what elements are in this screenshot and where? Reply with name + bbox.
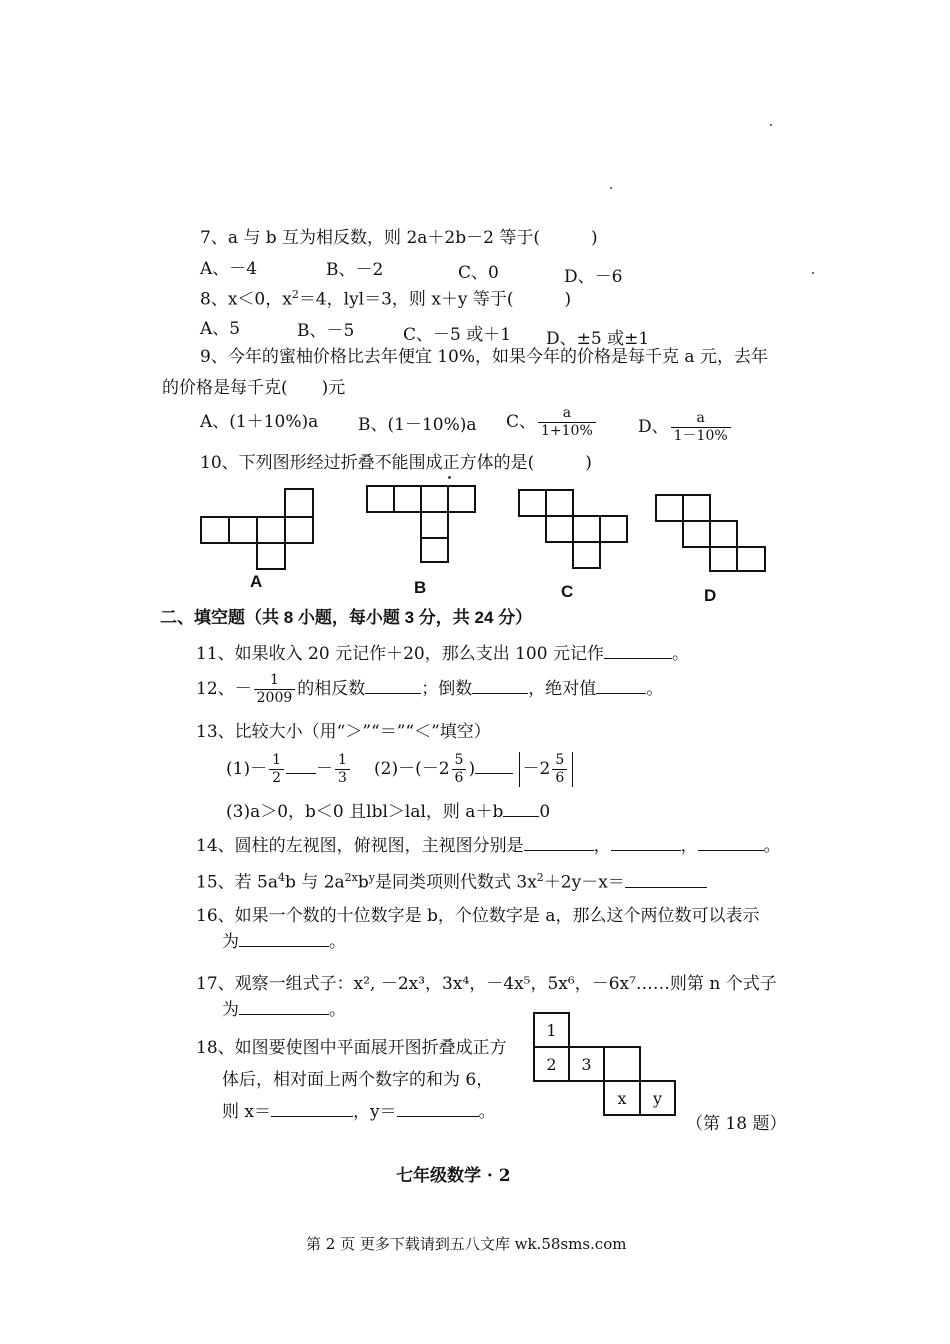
q8-option-c: C、－5 或＋1 [403, 325, 512, 345]
q7-option-d: D、－6 [564, 267, 623, 287]
q16-line2: 为 。 [222, 932, 346, 952]
q7-stem: 7、a 与 b 互为相反数，则 2a＋2b－2 等于( ) [200, 228, 598, 248]
section-2-title: 二、填空题（共 8 小题，每小题 3 分，共 24 分） [160, 608, 533, 627]
q7-option-a: A、－4 [200, 259, 258, 279]
net-cell: 3 [568, 1046, 605, 1082]
q10-stem: 10、下列图形经过折叠不能围成正方体的是( ) [200, 453, 592, 473]
net-cell: x [603, 1080, 641, 1116]
q8-option-d: D、±5 或±1 [546, 329, 650, 349]
q8-stem: 8、x＜0，$x^2=4$，lyl＝3，则 x＋y 等于( ) [200, 288, 572, 310]
scan-speck [812, 272, 814, 274]
q9-option-d: D、 $\frac{a}{1-10\%}$ [638, 410, 733, 445]
q8-option-a: A、5 [200, 319, 241, 339]
q17-line1: 17、观察一组式子：x², －2x³，3x⁴，－4x⁵，5x⁶，－6x⁷……则第 n 个式子 [196, 974, 777, 994]
emphasis-dot [448, 476, 451, 479]
q18-line1: 18、如图要使图中平面展开图折叠成正方 [196, 1038, 507, 1058]
q13-part2: (2)－(－2 $\frac{5}{6}$ ) －2 $\frac{5}{6}$ [374, 752, 573, 787]
q9-option-b: B、(1－10%)a [358, 415, 477, 435]
net-cell: y [639, 1080, 676, 1116]
q12: 12、－ $\frac{1}{2009}$ 的相反数 ；倒数 ，绝对值 。 [196, 672, 664, 706]
q9-line2: 的价格是每千克( )元 [162, 378, 346, 398]
q11: 11、如果收入 20 元记作＋20，那么支出 100 元记作 。 [196, 644, 689, 664]
q18-line2: 体后，相对面上两个数字的和为 6， [222, 1070, 494, 1090]
q18-line3: 则 x＝ ，y＝ 。 [222, 1102, 496, 1122]
q13-part3: (3)a＞0，b＜0 且lbl＞lal，则 a＋b 0 [226, 802, 551, 822]
q9-line1: 9、今年的蜜柚价格比去年便宜 10%，如果今年的价格是每千克 a 元，去年 [200, 347, 768, 367]
q13-stem: 13、比较大小（用“＞”“＝”“＜”填空） [196, 722, 491, 742]
watermark-text: 第 2 页 更多下载请到五八文库 wk.58sms.com [306, 1235, 627, 1253]
q13-part1: (1)－ $\frac{1}{2}$ － $\frac{1}{3}$ [226, 752, 352, 787]
net-label-c: C [561, 582, 574, 601]
q9-option-a: A、(1＋10%)a [200, 412, 319, 432]
q16-line1: 16、如果一个数的十位数字是 b，个位数字是 a，那么这个两位数可以表示 [196, 906, 760, 926]
q14: 14、圆柱的左视图，俯视图，主视图分别是 ， ， 。 [196, 836, 781, 856]
q17-line2: 为 。 [222, 1000, 346, 1020]
net-label-b: B [414, 578, 427, 597]
net-cell: 2 [533, 1046, 570, 1082]
q15: 15、若 $5a^4b$ 与 $2a^{2x}b^y$是同类项则代数式 $3x^2+2y-x=$ [196, 866, 707, 895]
q7-option-c: C、0 [458, 263, 499, 283]
net-label-a: A [250, 572, 263, 591]
q18-caption: （第 18 题） [686, 1114, 787, 1134]
q7-option-b: B、－2 [326, 260, 384, 280]
scan-speck [770, 124, 772, 126]
q9-option-c: C、 $\frac{a}{1+10\%}$ [506, 405, 598, 440]
net-cell: 1 [533, 1012, 570, 1048]
net-label-d: D [704, 586, 717, 605]
page-footer: 七年级数学 · 2 [396, 1166, 511, 1186]
scan-speck [610, 187, 612, 189]
q8-option-b: B、－5 [297, 321, 355, 341]
net-cell [603, 1046, 641, 1082]
